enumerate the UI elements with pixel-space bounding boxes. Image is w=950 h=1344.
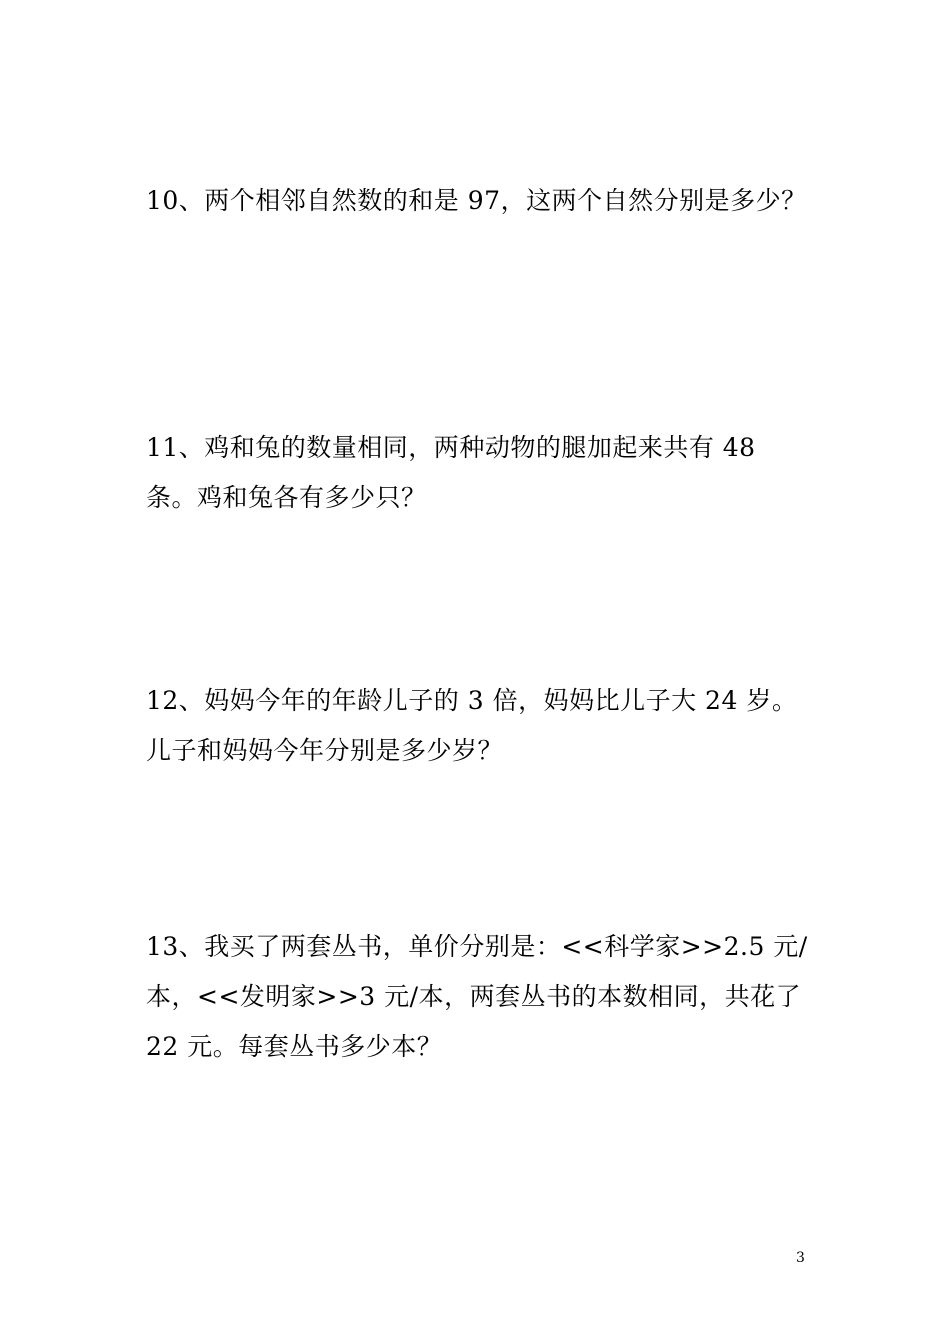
question-13: 13、我买了两套丛书，单价分别是：<<科学家>>2.5 元/本，<<发明家>>3 元/本，两套丛书的本数相同，共花了 22 元。每套丛书多少本？ [146,932,808,1061]
page-number: 3 [796,1250,805,1266]
question-12: 12、妈妈今年的年龄儿子的 3 倍，妈妈比儿子大 24 岁。儿子和妈妈今年分别是多少岁？ [146,686,798,765]
question-11: 11、鸡和兔的数量相同，两种动物的腿加起来共有 48 条。鸡和兔各有多少只？ [146,433,756,512]
question-10: 10、两个相邻自然数的和是 97，这两个自然分别是多少？ [146,186,807,215]
